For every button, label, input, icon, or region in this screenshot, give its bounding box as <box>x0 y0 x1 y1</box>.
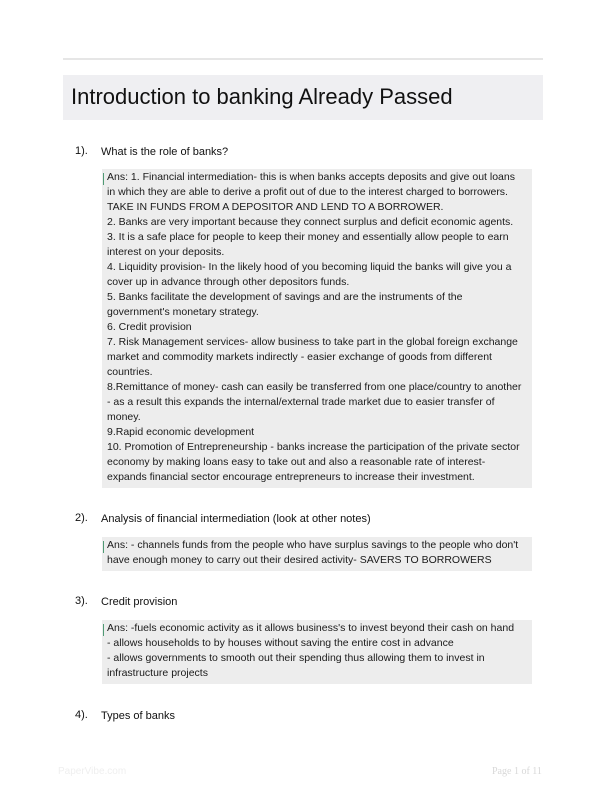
question-number: 4). <box>75 709 88 721</box>
answer-line: expands financial sector encourage entrepreneurs to increase their investment. <box>107 471 475 483</box>
question-text: What is the role of banks? <box>101 146 229 158</box>
answer-line: - allows households to by houses without saving the entire cost in advance <box>107 637 454 649</box>
top-divider <box>63 58 543 60</box>
answer-line: 4. Liquidity provision- In the likely hood of you becoming liquid the banks will give you a <box>107 261 512 273</box>
answer-line: money. <box>107 411 141 423</box>
answer-marker <box>103 624 104 636</box>
answer-line: have enough money to carry out their desired activity- SAVERS TO BORROWERS <box>107 554 492 566</box>
answer-line: interest on your deposits. <box>107 246 225 258</box>
answer-line: 5. Banks facilitate the development of savings and are the instruments of the <box>107 291 463 303</box>
title-banner <box>63 75 543 120</box>
answer-line: countries. <box>107 366 153 378</box>
answer-line: 8.Remittance of money- cash can easily be transferred from one place/country to another <box>107 381 522 393</box>
answer-line: 2. Banks are very important because they connect surplus and deficit economic agents. <box>107 216 514 228</box>
page-title: Introduction to banking Already Passed <box>71 84 453 109</box>
question-text: Analysis of financial intermediation (look at other notes) <box>101 513 371 525</box>
answer-line: 3. It is a safe place for people to keep their money and essentially allow people to earn <box>107 231 509 243</box>
answer-line: Ans: 1. Financial intermediation- this is when banks accepts deposits and give out loans <box>107 171 515 183</box>
answer-line: 10. Promotion of Entrepreneurship - banks increase the participation of the private sector <box>107 441 520 453</box>
watermark-text: PaperVibe.com <box>58 766 127 777</box>
answer-box <box>102 620 532 684</box>
answer-line: in which they are able to derive a profit out of due to the interest charged to borrowers. <box>107 186 508 198</box>
answer-line: market and commodity markets indirectly - easier exchange of goods from different <box>107 351 492 363</box>
page-indicator: Page 1 of 11 <box>492 766 542 777</box>
answer-line: government's monetary strategy. <box>107 306 259 318</box>
answer-marker <box>103 541 104 553</box>
question-number: 1). <box>75 145 88 157</box>
question-number: 3). <box>75 595 88 607</box>
question-text: Types of banks <box>101 710 175 722</box>
question-number: 2). <box>75 512 88 524</box>
answer-line: - as a result this expands the internal/external trade market due to easier transfer of <box>107 396 495 408</box>
answer-line: Ans: -fuels economic activity as it allows business's to invest beyond their cash on hand <box>107 622 515 634</box>
answer-line: cover up in advance through other depositors funds. <box>107 276 350 288</box>
answer-line: economy by making loans easy to take out and also a reasonable rate of interest- <box>107 456 486 468</box>
answer-line: infrastructure projects <box>107 667 208 679</box>
answer-marker <box>103 173 104 185</box>
answer-line: 6. Credit provision <box>107 321 192 333</box>
question-text: Credit provision <box>101 596 178 608</box>
answer-line: TAKE IN FUNDS FROM A DEPOSITOR AND LEND TO A BORROWER. <box>107 201 444 213</box>
answer-line: Ans: - channels funds from the people who have surplus savings to the people who don't <box>107 539 519 551</box>
answer-line: 9.Rapid economic development <box>107 426 255 438</box>
answer-line: 7. Risk Management services- allow business to take part in the global foreign exchange <box>107 336 518 348</box>
answer-line: - allows governments to smooth out their spending thus allowing them to invest in <box>107 652 485 664</box>
answer-box <box>102 537 532 571</box>
answer-box <box>102 169 532 488</box>
